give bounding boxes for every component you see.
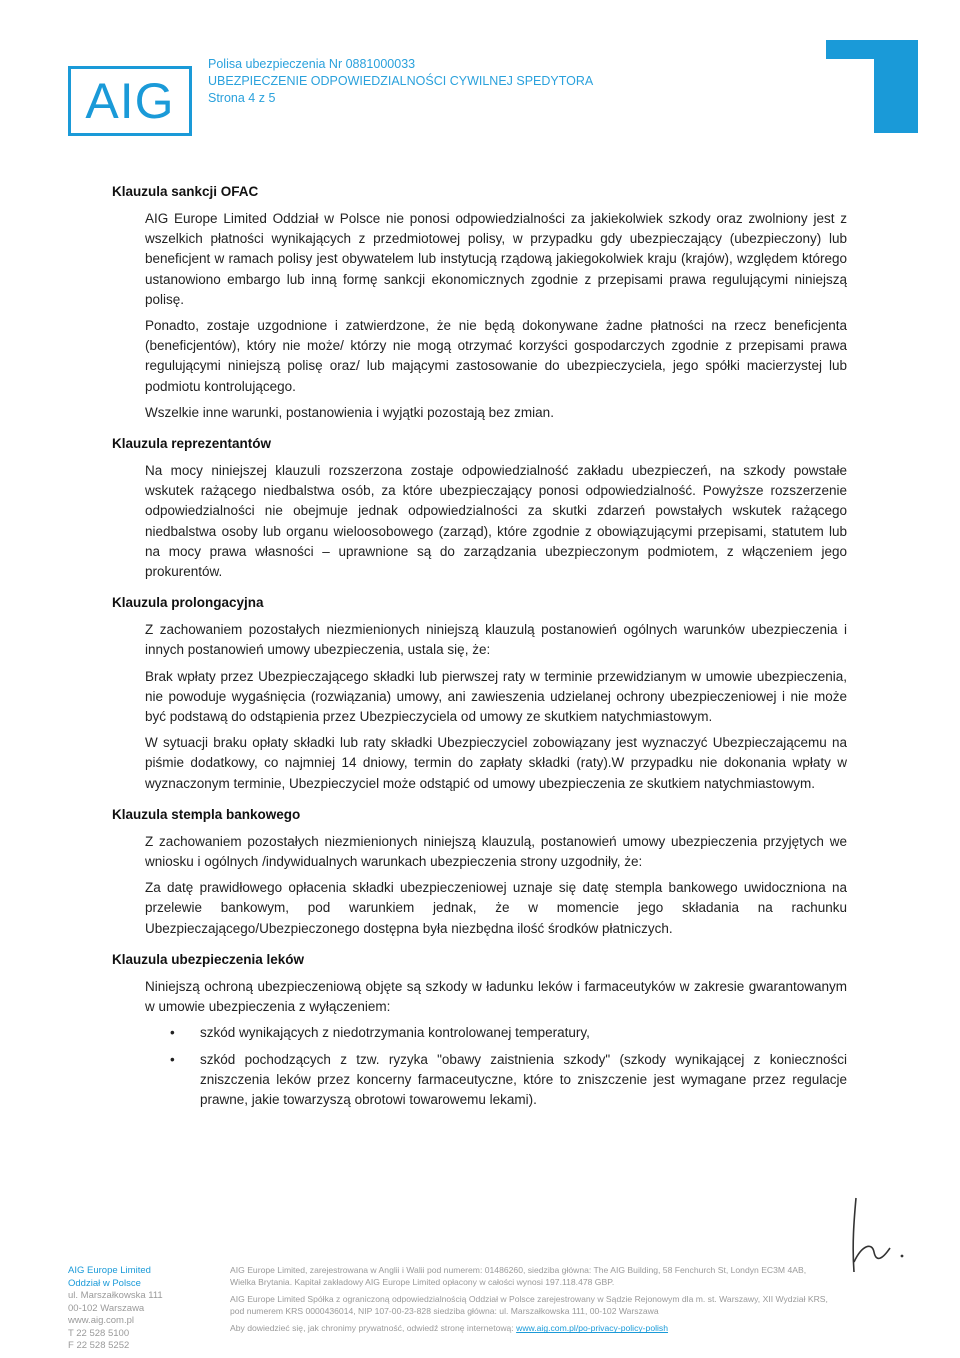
exclusion-list [145, 1023, 847, 1110]
section-ofac [112, 184, 847, 423]
aig-logo: AIG [68, 66, 192, 136]
policy-number: Polisa ubezpieczenia Nr 0881000033 [208, 57, 416, 71]
corner-brand-bar-vertical [874, 40, 918, 133]
footer-legal-registration: AIG Europe Limited, zarejestrowana w Anglii i Walii pod numerem: 01486260, siedziba główna: The AIG Building, 58 Fenchurch St, Londyn EC3M 4AB, Wielka Brytania. Kapitał zakładowy AIG Europe Limited opłacony w całości wynosi 197.118.478 GBP. [230, 1265, 807, 1287]
bullet-icon: • [170, 1025, 175, 1041]
paragraph: Brak wpłaty przez Ubezpieczającego składki lub pierwszej raty w terminie przewidzianym w umowie ubezpieczenia, nie powoduje wygaśnięcia (rozwiązania) umowy, ani zawieszenia udzielanej ochrony ubezpieczeniowej i nie może być podstawą do odstąpienia przez Ubezpieczyciela od umowy ze skutkiem natychmiastowym. [145, 668, 847, 725]
paragraph: Wszelkie inne warunki, postanowienia i wyjątki pozostają bez zmian. [145, 404, 554, 420]
footer-street: ul. Marszałkowska 111 [68, 1290, 163, 1301]
footer-city: 00-102 Warszawa [68, 1302, 145, 1314]
list-item [145, 1023, 847, 1043]
list-item-text: szkód wynikających z niedotrzymania kontrolowanej temperatury, [200, 1025, 590, 1041]
policy-title: UBEZPIECZENIE ODPOWIEDZIALNOŚCI CYWILNEJ SPEDYTORA [208, 74, 594, 88]
section-ubezpieczenia-lekow [112, 952, 847, 1110]
footer-legal [230, 1265, 830, 1341]
document-body [112, 184, 847, 1123]
header-text [208, 56, 593, 107]
section-stempla-bankowego [112, 807, 847, 939]
paragraph: AIG Europe Limited Oddział w Polsce nie ponosi odpowiedzialności za jakiekolwiek szkody oraz zwolniony jest z wszelkich płatności wynikających z przedmiotowej polisy, w przypadku gdy ubezpieczający (ubezpieczony) lub beneficjent w ramach polisy jest obywatelem lub instytucją rządową jakiegokolwiek kraju (krajów), względem którego ustanowiono embargo lub inną formę sankcji ekonomicznych zgodnie z przepisami prawa regulującymi niniejszą polisę. [145, 211, 847, 307]
list-item [145, 1050, 847, 1111]
signature-mark [842, 1190, 912, 1280]
paragraph: Niniejszą ochroną ubezpieczeniową objęte są szkody w ładunku leków i farmaceutyków w zakresie gwarantowanym w umowie ubezpieczenia z wyłączeniem: [145, 978, 847, 1015]
section-reprezentantow [112, 436, 847, 582]
footer-legal-branch: AIG Europe Limited Spółka z ograniczoną odpowiedzialnością Oddział w Polsce zarejestrowany w Sądzie Rejonowym dla m. st. Warszawy, XII Wydział KRS, pod numerem KRS 0000436014, NIP 107-00-23-828 siedziba główna: ul. Marszałkowska 111, 00-102 Warszawa [230, 1294, 828, 1316]
section-title: Klauzula prolongacyjna [112, 595, 264, 611]
paragraph: W sytuacji braku opłaty składki lub raty składki Ubezpieczyciel zobowiązany jest wyznaczyć Ubezpieczającemu na piśmie dodatkowy, co najmniej 14 dniowy, termin do zapłaty składki (raty).W przypadku nie dokonania wpłaty w wyznaczonym terminie, Ubezpieczyciel może odstąpić od umowy ubezpieczenia ze skutkiem natychmiastowym. [145, 735, 847, 791]
section-title: Klauzula sankcji OFAC [112, 184, 259, 199]
bullet-icon: • [170, 1051, 175, 1067]
section-prolongacyjna [112, 595, 847, 794]
section-title: Klauzula reprezentantów [112, 436, 272, 452]
footer-website[interactable]: www.aig.com.pl [68, 1315, 134, 1326]
section-title: Klauzula ubezpieczenia leków [112, 951, 305, 967]
page-indicator: Strona 4 z 5 [208, 91, 276, 105]
footer-branch-name: Oddział w Polsce [68, 1277, 141, 1289]
paragraph: Na mocy niniejszej klauzuli rozszerzona zostaje odpowiedzialność zakładu ubezpieczeń, na szkody powstałe wskutek rażącego niedbalstwa osób, za które ubezpieczający ponosi odpowiedzialność. Powyższe rozszerzenie odpowiedzialności nie obejmuje jednak odpowiedzialności za skutki zdarzeń powstałych wskutek rażącego niedbalstwa osoby lub organu wieloosobowego (zarząd), które zgodnie z obowiązującymi przepisami, statutem lub na mocy prawa własności – uprawnione są do zarządzania ubezpieczonym podmiotem, z włączeniem jego prokurentów. [145, 463, 847, 580]
section-title: Klauzula stempla bankowego [112, 806, 301, 822]
footer-privacy-note [230, 1323, 830, 1335]
paragraph: Za datę prawidłowego opłacenia składki ubezpieczeniowej uznaje się datę stempla bankowego uwidoczniona na przelewie bankowym, pod warunkiem jednak, że w momencie jego składania na rachunku Ubezpieczającego/Ubezpieczonego dostępna była niezbędna ilość środków płatniczych. [145, 880, 847, 936]
privacy-text: Aby dowiedzieć się, jak chronimy prywatność, odwiedź stronę internetową: [230, 1323, 517, 1334]
footer-fax: F 22 528 5252 [68, 1340, 130, 1351]
footer-company-name: AIG Europe Limited [68, 1265, 151, 1276]
paragraph: Z zachowaniem pozostałych niezmienionych niniejszą klauzulą, postanowień umowy ubezpieczenia przyjętych we wniosku i ogólnych /indywidualnych warunkach ubezpieczenia strony uzgodniły, że: [145, 833, 847, 870]
privacy-policy-link[interactable]: www.aig.com.pl/po-privacy-policy-polish [516, 1323, 669, 1334]
footer-phone: T 22 528 5100 [68, 1327, 130, 1339]
paragraph: Z zachowaniem pozostałych niezmienionych niniejszą klauzulą postanowień ogólnych warunków ubezpieczenia i innych postanowień umowy ubezpieczenia, ustala się, że: [145, 622, 847, 658]
footer-company-info [68, 1265, 163, 1353]
list-item-text: szkód pochodzących z tzw. ryzyka "obawy zaistnienia szkody" (szkody wynikającej z konieczności zniszczenia leków przez koncerny farmaceutyczne, które to zniszczenie jest wymagane przez regulacje prawne, jakie towarzyszą obrotowi towarowemu lekami). [200, 1051, 847, 1107]
paragraph: Ponadto, zostaje uzgodnione i zatwierdzone, że nie będą dokonywane żadne płatności na rzecz beneficjenta (beneficjentów), który nie może/ którzy nie mogą otrzymać korzyści gospodarczych zgodnie z przepisami prawa regulującymi niniejszą polisę oraz/ lub mającymi zastosowanie do ubezpieczyciela, jego spółki macierzystej lub podmiotu kontrolującego. [145, 318, 847, 394]
